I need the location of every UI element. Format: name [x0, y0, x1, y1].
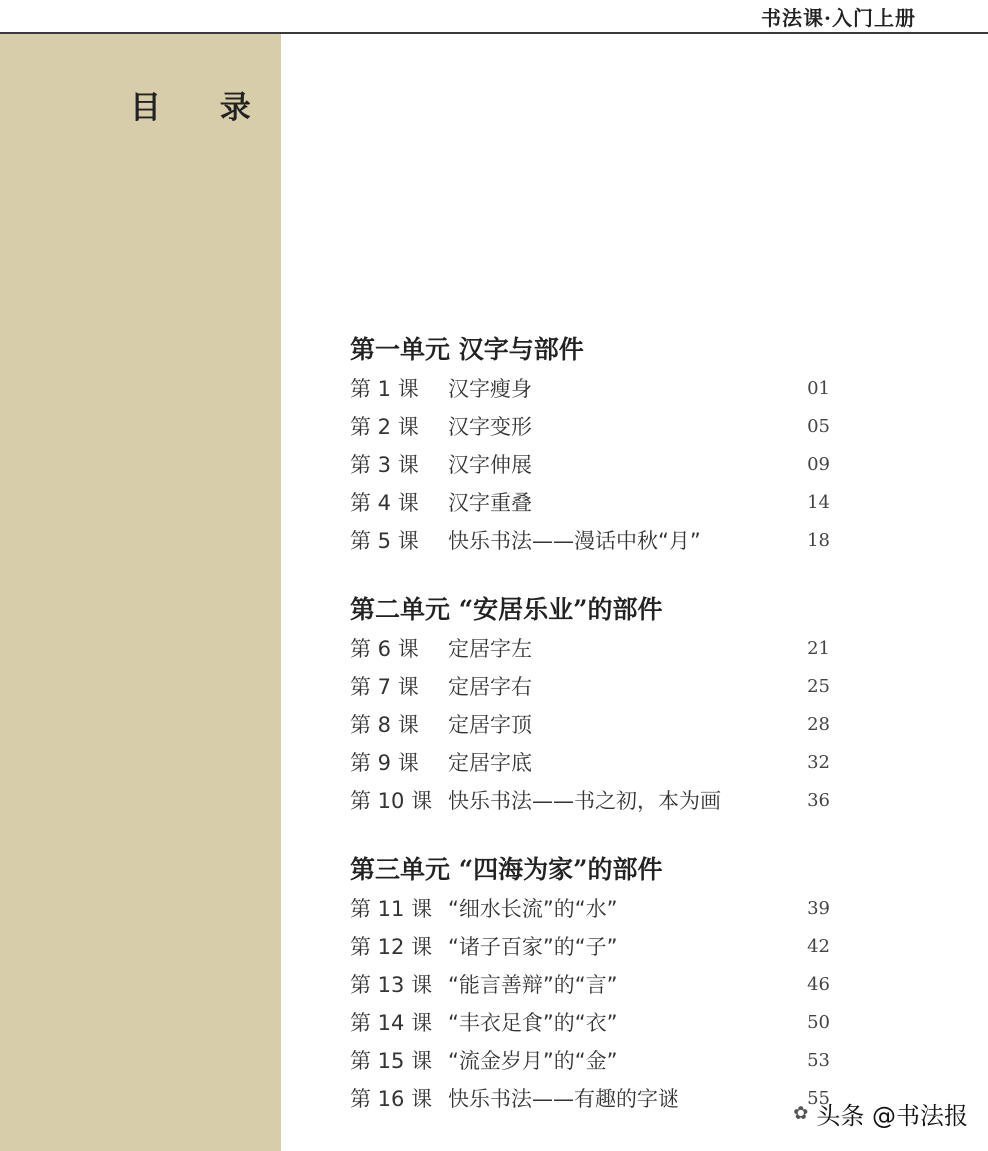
lesson-row[interactable]	[350, 966, 840, 1004]
lesson-page: 28	[807, 714, 830, 735]
lesson-name: 汉字重叠	[448, 491, 532, 515]
lesson-name: 汉字变形	[448, 415, 532, 439]
lesson-name: “能言善辩”的“言”	[448, 973, 618, 997]
unit-title: 第一单元 汉字与部件	[350, 335, 584, 364]
lesson-name: 定居字底	[448, 751, 532, 775]
lesson-page: 36	[807, 790, 830, 811]
lesson-page: 25	[807, 676, 830, 697]
lesson-row[interactable]	[350, 408, 840, 446]
lesson-number: 第 4 课	[350, 491, 419, 515]
lesson-row[interactable]	[350, 1042, 840, 1080]
lesson-row[interactable]	[350, 522, 840, 560]
lesson-row[interactable]	[350, 484, 840, 522]
lesson-name: 定居字顶	[448, 713, 532, 737]
lesson-name: 快乐书法——有趣的字谜	[448, 1087, 679, 1111]
header-title: 书法课·入门上册	[761, 6, 916, 30]
lesson-number: 第 14 课	[350, 1011, 433, 1035]
lesson-number: 第 6 课	[350, 637, 419, 661]
lesson-number: 第 13 课	[350, 973, 433, 997]
lesson-row[interactable]	[350, 370, 840, 408]
lesson-number: 第 9 课	[350, 751, 419, 775]
lesson-page: 01	[807, 378, 830, 399]
lesson-name: 快乐书法——漫话中秋“月”	[448, 529, 701, 553]
lesson-name: 快乐书法——书之初，本为画	[448, 789, 721, 813]
lesson-number: 第 5 课	[350, 529, 419, 553]
sidebar-panel	[0, 34, 281, 1151]
lesson-row[interactable]	[350, 890, 840, 928]
lesson-number: 第 3 课	[350, 453, 419, 477]
unit-title: 第二单元 “安居乐业”的部件	[350, 595, 663, 624]
lesson-page: 09	[807, 454, 830, 475]
lesson-name: “流金岁月”的“金”	[448, 1049, 618, 1073]
toc-title: 目 录	[130, 90, 275, 126]
lesson-page: 55	[807, 1088, 830, 1109]
lesson-number: 第 1 课	[350, 377, 419, 401]
table-of-contents	[350, 330, 840, 1148]
lesson-row[interactable]	[350, 706, 840, 744]
lesson-name: 汉字伸展	[448, 453, 532, 477]
lesson-number: 第 7 课	[350, 675, 419, 699]
lesson-row[interactable]	[350, 782, 840, 820]
lesson-number: 第 2 课	[350, 415, 419, 439]
lesson-page: 14	[807, 492, 830, 513]
lesson-page: 39	[807, 898, 830, 919]
lesson-number: 第 10 课	[350, 789, 433, 813]
lesson-page: 18	[807, 530, 830, 551]
watermark-text: 头条 @书法报	[816, 1102, 968, 1130]
lesson-row[interactable]	[350, 630, 840, 668]
lesson-number: 第 8 课	[350, 713, 419, 737]
lesson-name: 定居字左	[448, 637, 532, 661]
lesson-page: 32	[807, 752, 830, 773]
lesson-name: “诸子百家”的“子”	[448, 935, 618, 959]
lesson-page: 53	[807, 1050, 830, 1071]
lesson-name: 定居字右	[448, 675, 532, 699]
lesson-number: 第 15 课	[350, 1049, 433, 1073]
lesson-name: “细水长流”的“水”	[448, 897, 618, 921]
lesson-row[interactable]	[350, 668, 840, 706]
lesson-page: 42	[807, 936, 830, 957]
header-rule	[0, 32, 988, 34]
lesson-page: 50	[807, 1012, 830, 1033]
lesson-row[interactable]	[350, 928, 840, 966]
lesson-name: 汉字瘦身	[448, 377, 532, 401]
lesson-row[interactable]	[350, 446, 840, 484]
watermark	[793, 1096, 968, 1131]
unit-title: 第三单元 “四海为家”的部件	[350, 855, 663, 884]
lesson-number: 第 12 课	[350, 935, 433, 959]
lesson-row[interactable]	[350, 1080, 840, 1118]
lesson-row[interactable]	[350, 744, 840, 782]
lesson-number: 第 16 课	[350, 1087, 433, 1111]
wechat-icon: ✿	[793, 1103, 809, 1124]
unit-2	[350, 590, 840, 820]
unit-1	[350, 330, 840, 560]
lesson-number: 第 11 课	[350, 897, 433, 921]
lesson-page: 05	[807, 416, 830, 437]
lesson-name: “丰衣足食”的“衣”	[448, 1011, 618, 1035]
lesson-page: 46	[807, 974, 830, 995]
lesson-page: 21	[807, 638, 830, 659]
unit-3	[350, 850, 840, 1118]
lesson-row[interactable]	[350, 1004, 840, 1042]
